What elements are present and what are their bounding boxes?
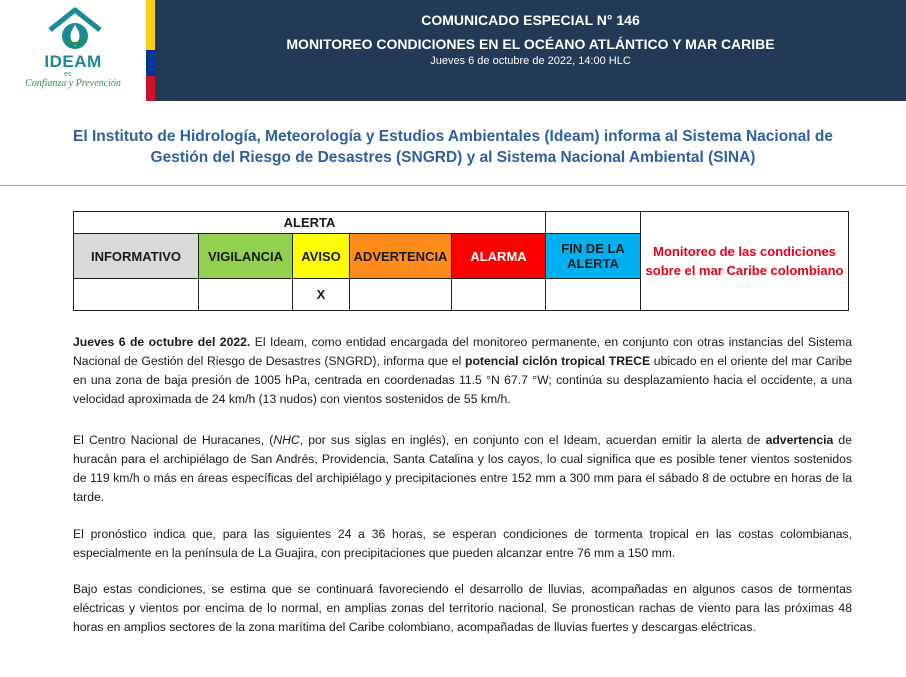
bulletin-date: Jueves 6 de octubre de 2022, 14:00 HLC <box>430 55 631 67</box>
mark-vigilancia <box>199 279 293 311</box>
logo-name: IDEAM <box>44 52 102 71</box>
bulletin-subtitle: MONITOREO CONDICIONES EN EL OCÉANO ATLÁNTICO Y MAR CARIBE <box>286 36 775 52</box>
alert-level-table <box>73 211 849 311</box>
p2-text-a: El Centro Nacional de Huracanes, ( <box>73 433 274 447</box>
mark-alarma <box>452 279 546 311</box>
logo-es: es <box>64 71 72 78</box>
header-banner <box>0 0 906 101</box>
mark-aviso: X <box>293 279 350 311</box>
bulletin-title: COMUNICADO ESPECIAL N° 146 <box>421 12 640 28</box>
intro-heading: El Instituto de Hidrología, Meteorología y Estudios Ambientales (Ideam) informa al Sistema Nacional de Gestión del Riesgo de Desastres (SNGRD) y al Sistema Nacional Ambiental (SINA) <box>73 128 833 166</box>
level-fin-alerta: FIN DE LA ALERTA <box>546 234 641 279</box>
colombia-flag-stripe <box>146 0 155 101</box>
paragraph-2 <box>73 431 852 507</box>
p1-date-bold: Jueves 6 de octubre del 2022. <box>73 335 251 349</box>
p1-text-b: ubicado en el oriente del mar Caribe en una zona de baja presión de 1005 hPa, centrada en coordenadas 11.5 °N 67.7 °W; continúa su desplazamiento hacia el occidente, a una velocidad aproximada de 24 km/h (13 nudos) con vientos sostenidos de 55 km/h. <box>73 354 853 406</box>
mark-advertencia <box>350 279 452 311</box>
p2-advertencia-bold: advertencia <box>765 433 834 447</box>
fin-header-blank <box>546 212 641 234</box>
p1-cyclone-bold: potencial ciclón tropical TRECE <box>465 354 651 368</box>
monitor-label: Monitoreo de las condiciones sobre el mar Caribe colombiano <box>641 212 849 311</box>
paragraph-3: El pronóstico indica que, para las siguientes 24 a 36 horas, se esperan condiciones de tormenta tropical en las costas colombianas, especialmente en la península de La Guajira, con precipitaciones que pueden alcanzar entre 76 mm a 150 mm. <box>73 527 852 560</box>
mark-fin-alerta <box>546 279 641 311</box>
water-drop-logo-icon <box>46 6 104 52</box>
level-advertencia: ADVERTENCIA <box>350 234 452 279</box>
paragraph-4: Bajo estas condiciones, se estima que se continuará favoreciendo el desarrollo de lluvias, acompañadas en algunos casos de tormentas eléctricas y vientos por encima de lo normal, en amplias zonas del territorio nacional. Se pronostican rachas de viento para las próximas 48 horas en amplios sectores de la zona marítima del Caribe colombiano, acompañadas de lluvias fuertes y descargas eléctricas. <box>73 582 852 634</box>
level-informativo: INFORMATIVO <box>74 234 199 279</box>
level-alarma: ALARMA <box>452 234 546 279</box>
p2-text-c: de huracán para el archipiélago de San Andrés, Providencia, Santa Catalina y los cayos, lo cual significa que es posible tener vientos sostenidos de 119 km/h o más en áreas específicas del archipiélago y precipitaciones entre 152 mm a 300 mm para el sábado 8 de octubre en horas de la tarde. <box>73 433 852 504</box>
p2-text-b: , por sus siglas en inglés), en conjunto con el Ideam, acuerdan emitir la alerta de <box>299 433 766 447</box>
level-vigilancia: VIGILANCIA <box>199 234 293 279</box>
alerta-header: ALERTA <box>74 212 546 234</box>
p2-nhc-italic: NHC <box>273 433 300 447</box>
mark-informativo <box>74 279 199 311</box>
divider <box>0 185 906 186</box>
ideam-logo <box>0 0 146 101</box>
p1-text-a: El Ideam, como entidad encargada del monitoreo permanente, en conjunto con otras instancias del Sistema Nacional de Gestión del Riesgo de Desastres (SNGRD), informa que el <box>73 335 852 368</box>
logo-tagline: Confianza y Prevención <box>25 78 121 89</box>
paragraph-1 <box>73 333 852 409</box>
level-aviso: AVISO <box>293 234 350 279</box>
